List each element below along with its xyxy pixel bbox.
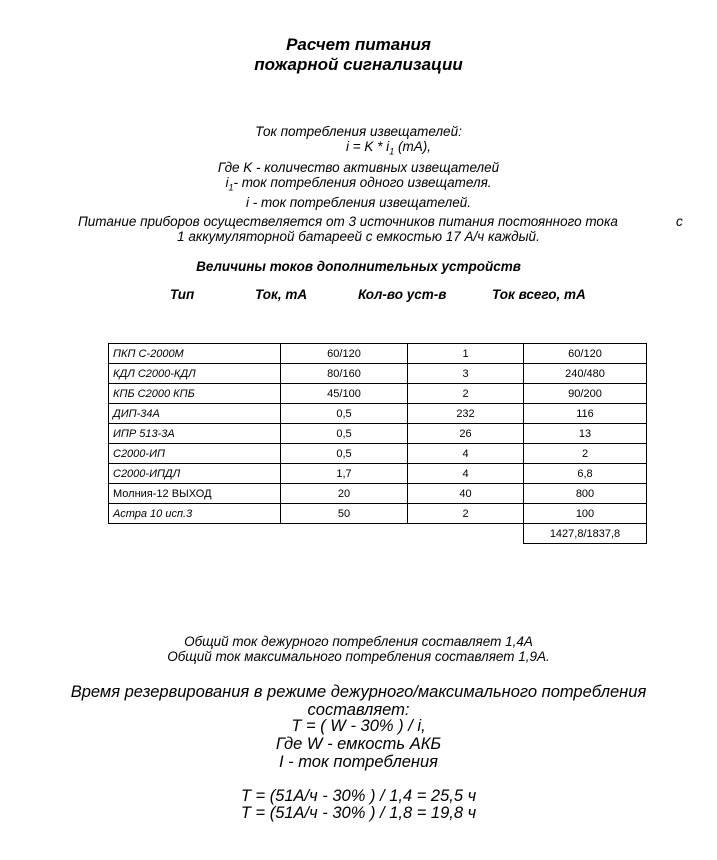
cell-type: С2000-ИПДЛ xyxy=(109,464,281,484)
grand-total: 1427,8/1837,8 xyxy=(524,524,647,544)
page-title-line2: пожарной сигнализации xyxy=(254,55,463,74)
table-row xyxy=(109,384,647,404)
reserve-calc-standby: T = (51А/ч - 30% ) / 1,4 = 25,5 ч xyxy=(240,787,477,805)
cell-current: 45/100 xyxy=(281,384,408,404)
blank-cell xyxy=(281,524,408,544)
formula-line4: $i_1-$ ток потребления одного извещателя. xyxy=(225,174,492,193)
summary-line2: Общий ток максимального потребления составляет 1,9А. xyxy=(167,649,550,664)
cell-current: 0,5 xyxy=(281,424,408,444)
cell-total: 240/480 xyxy=(524,364,647,384)
table-row xyxy=(109,484,647,504)
cell-type: Астра 10 исп.3 xyxy=(109,504,281,524)
table-row xyxy=(109,444,647,464)
formula-line3: Где K - количество активных извещателей xyxy=(217,159,500,175)
cell-type: ДИП-34А xyxy=(109,404,281,424)
cell-total: 90/200 xyxy=(524,384,647,404)
table-total-row xyxy=(109,524,647,544)
cell-current: 80/160 xyxy=(281,364,408,384)
cell-total: 60/120 xyxy=(524,344,647,364)
reserve-formula: T = ( W - 30% ) / i, xyxy=(291,717,426,735)
cell-total: 800 xyxy=(524,484,647,504)
table-row xyxy=(109,364,647,384)
cell-current: 0,5 xyxy=(281,444,408,464)
reserve-calc-max: T = (51А/ч - 30% ) / 1,8 = 19,8 ч xyxy=(240,804,477,822)
cell-total: 13 xyxy=(524,424,647,444)
formula-line2: $i = K * i_1$ (mA), xyxy=(346,139,431,157)
power-note-line1-end: с xyxy=(676,214,683,229)
col-header-current: Ток, mA xyxy=(255,287,308,302)
cell-count: 26 xyxy=(408,424,524,444)
formula-line1: Ток потребления извещателей: xyxy=(255,124,462,139)
current-table xyxy=(108,343,647,544)
section-title: Величины токов дополнительных устройств xyxy=(196,259,521,274)
reserve-line2: составляет: xyxy=(307,701,410,719)
cell-count: 4 xyxy=(408,444,524,464)
cell-total: 2 xyxy=(524,444,647,464)
blank-cell xyxy=(109,524,281,544)
col-header-count: Кол-во уст-в xyxy=(358,287,447,302)
cell-total: 116 xyxy=(524,404,647,424)
cell-current: 50 xyxy=(281,504,408,524)
cell-count: 1 xyxy=(408,344,524,364)
cell-type: ПКП С-2000М xyxy=(109,344,281,364)
cell-count: 3 xyxy=(408,364,524,384)
cell-count: 2 xyxy=(408,504,524,524)
cell-type: КПБ С2000 КПБ xyxy=(109,384,281,404)
table-row xyxy=(109,424,647,444)
reserve-line1: Время резервирования в режиме дежурного/максимального потребления xyxy=(70,683,647,701)
cell-current: 0,5 xyxy=(281,404,408,424)
cell-count: 232 xyxy=(408,404,524,424)
cell-type: КДЛ С2000-КДЛ xyxy=(109,364,281,384)
cell-count: 2 xyxy=(408,384,524,404)
cell-current: 1,7 xyxy=(281,464,408,484)
summary-line1: Общий ток дежурного потребления составляет 1,4А xyxy=(184,634,533,649)
table-row xyxy=(109,504,647,524)
col-header-total: Ток всего, mA xyxy=(492,287,586,302)
power-note-line1: Питание приборов осуществеляется от 3 источников питания постоянного тока xyxy=(78,214,618,229)
power-note-line2: 1 аккумуляторной батареей с емкостью 17 А/ч каждый. xyxy=(177,229,540,244)
table-row xyxy=(109,344,647,364)
cell-total: 100 xyxy=(524,504,647,524)
reserve-line5: I - ток потребления xyxy=(279,753,438,771)
page-title-line1: Расчет питания xyxy=(286,35,431,54)
table-row xyxy=(109,464,647,484)
blank-cell xyxy=(408,524,524,544)
formula-intro xyxy=(0,124,717,210)
cell-total: 6,8 xyxy=(524,464,647,484)
cell-type: С2000-ИП xyxy=(109,444,281,464)
col-header-type: Тип xyxy=(170,287,195,302)
reserve-line4: Где W - емкость АКБ xyxy=(275,735,442,753)
cell-count: 40 xyxy=(408,484,524,504)
cell-type: Молния-12 ВЫХОД xyxy=(109,484,281,504)
cell-current: 60/120 xyxy=(281,344,408,364)
table-row xyxy=(109,404,647,424)
cell-count: 4 xyxy=(408,464,524,484)
formula-line5: i - ток потребления извещателей. xyxy=(246,195,471,211)
cell-current: 20 xyxy=(281,484,408,504)
cell-type: ИПР 513-3А xyxy=(109,424,281,444)
